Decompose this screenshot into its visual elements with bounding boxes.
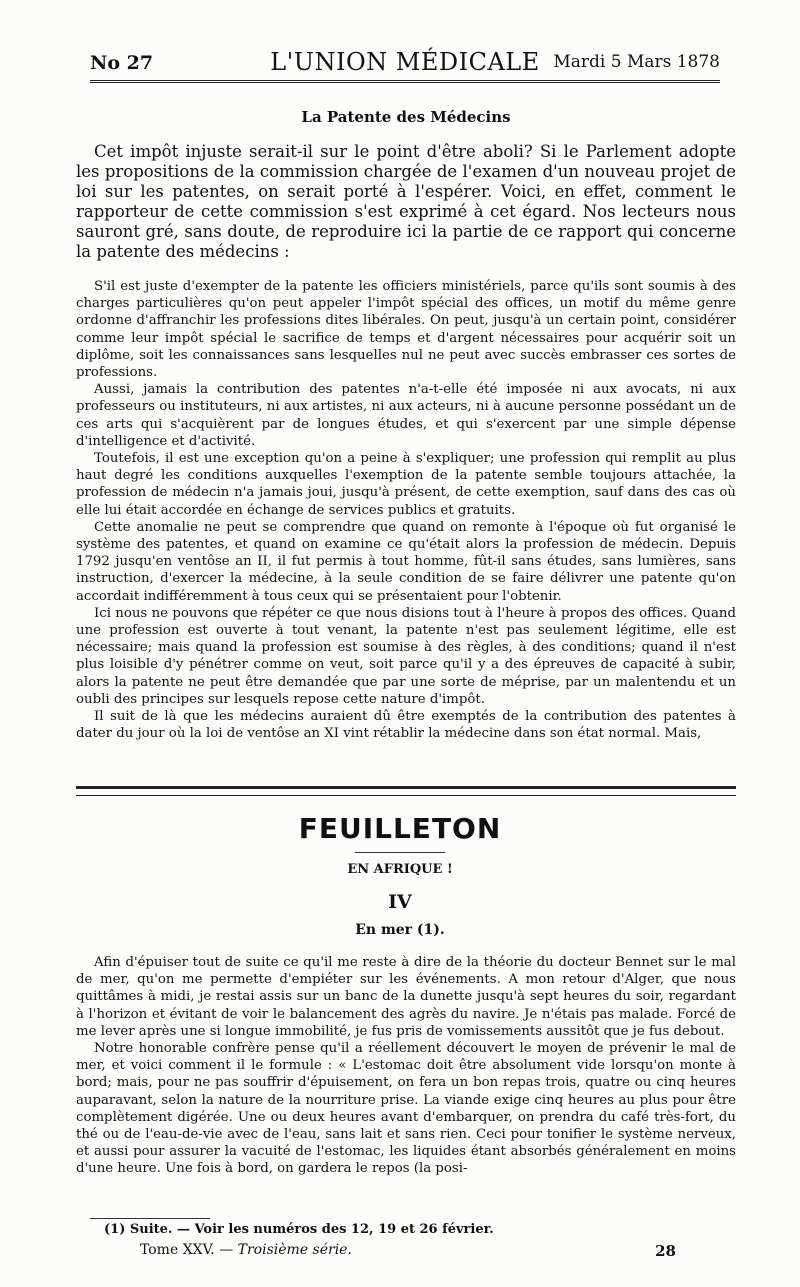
article-paragraph: Toutefois, il est une exception qu'on a peine à s'expliquer; une profession qui remplit au plus haut degré les conditions auxquelles l'exemption de la patente semble toujours attachée, la profession de médecin n'a jamais joui, jusqu'à présent, de cette exemption, sauf dans des cas où elle lui était accordée en échange de services publics et gratuits. (76, 451, 736, 518)
article-paragraph: Il suit de là que les médecins auraient dû être exemptés de la contribution des patentes à dater du jour où la loi de ventôse an XI vint rétablir la médecine dans son état normal. Mais, (76, 709, 736, 742)
article-section (76, 108, 736, 742)
feuilleton-subtitle: EN AFRIQUE ! (347, 862, 453, 877)
chapter-number: IV (388, 891, 412, 913)
tome-label: Tome XXV. — (140, 1242, 234, 1258)
feuilleton-paragraph: Notre honorable confrère pense qu'il a réellement découvert le moyen de prévenir le mal de mer, et voici comment il le formule : « L'estomac doit être absolument vide lorsqu'on monte à bord; mais, pour ne pas souffrir d'épuisement, on fera un bon repas trois, quatre ou cinq heures auparavant, selon la nature de la nourriture prise. La viande exige cinq heures au plus pour être complètement digérée. Une ou deux heures avant d'embarquer, on prendra du café très-fort, du thé ou de l'eau-de-vie avec de l'eau, sans lait et sans rien. Ceci pour tonifier le système nerveux, et aussi pour assurer la vacuité de l'estomac, les liquides étant absorbés généralement en moins d'une heure. Une fois à bord, on gardera le repos (la posi- (76, 1041, 736, 1177)
article-title: La Patente des Médecins (301, 108, 511, 126)
article-paragraph: Ici nous ne pouvons que répéter ce que nous disions tout à l'heure à propos des offices. Quand une profession est ouverte à tout venant, la patente n'est pas seulement légitime, elle est nécessaire; mais quand la profession est soumise à des règles, à des conditions; quand il n'est plus loisible d'y pénétrer comme on veut, soit parce qu'il y a des épreuves de capacité à subir, alors la patente ne peut être demandée que par une sorte de méprise, par un malentendu et un oubli des principes sur lesquels repose cette nature d'impôt. (76, 605, 736, 707)
feuilleton-title: FEUILLETON (298, 812, 502, 845)
issue-date: Mardi 5 Mars 1878 (553, 52, 720, 72)
issue-number: No 27 (90, 52, 154, 74)
feuilleton-paragraph: Afin d'épuiser tout de suite ce qu'il me reste à dire de la théorie du docteur Bennet sur le mal de mer, qu'on me permette d'empiéter sur les événements. A mon retour d'Alger, que nous quittâmes à midi, je restai assis sur un banc de la dunette jusqu'à sept heures du soir, regardant à l'horizon et évitant de voir le balancement des agrès du navire. Je n'étais pas malade. Forcé de me lever après une si longue immobilité, je fus pris de vomissements aussitôt que je fus debout. (76, 955, 736, 1039)
section-title: En mer (1). (355, 922, 445, 938)
footnote-rule (90, 1218, 210, 1219)
feuilleton-body (76, 954, 736, 1178)
title-underline (355, 852, 445, 853)
article-paragraph: S'il est juste d'exempter de la patente les officiers ministériels, parce qu'ils sont soumis à des charges particulières qu'on peut appeler l'impôt spécial des offices, un motif du même genre ordonne d'affranchir les professions dites libérales. On peut, jusqu'à un certain point, considérer comme leur impôt spécial le sacrifice de temps et d'argent nécessaires pour acquérir soit un diplôme, soit les connaissances sans lesquelles nul ne peut avec succès embrasser ces sortes de professions. (76, 279, 736, 381)
section-divider (76, 786, 736, 796)
article-intro: Cet impôt injuste serait-il sur le point d'être aboli? Si le Parlement adopte les propositions de la commission chargée de l'examen d'un nouveau projet de loi sur les patentes, on serait porté à l'espérer. Voici, en effet, comment le rapporteur de cette commission s'est exprimé à cet égard. Nos lecteurs nous sauront gré, sans doute, de reproduire ici la partie de ce rapport qui concerne la patente des médecins : (76, 142, 736, 261)
footnote: (1) Suite. — Voir les numéros des 12, 19 et 26 février. (104, 1222, 494, 1237)
page-header (90, 44, 720, 83)
series-label: Troisième série. (237, 1242, 352, 1258)
journal-title: L'UNION MÉDICALE (270, 48, 540, 76)
article-paragraph: Cette anomalie ne peut se comprendre que quand on remonte à l'époque où fut organisé le système des patentes, et quand on examine ce qu'était alors la profession de médecin. Depuis 1792 jusqu'en ventôse an II, il fut permis à tout homme, fût-il sans études, sans lumières, sans instruction, d'exercer la médecine, à la seule condition de se faire délivrer une patente qu'on accordait indifféremment à tous ceux qui se présentaient pour l'obtenir. (76, 519, 736, 604)
article-paragraph: Aussi, jamais la contribution des patentes n'a-t-elle été imposée ni aux avocats, ni aux professeurs ou instituteurs, ni aux artistes, ni aux acteurs, ni à aucune personne possédant un de ces arts qui s'acquièrent par de longues études, et qui s'exercent par une simple dépense d'intelligence et d'activité. (76, 382, 736, 449)
page-number: 28 (655, 1242, 676, 1260)
volume-info (140, 1242, 352, 1258)
